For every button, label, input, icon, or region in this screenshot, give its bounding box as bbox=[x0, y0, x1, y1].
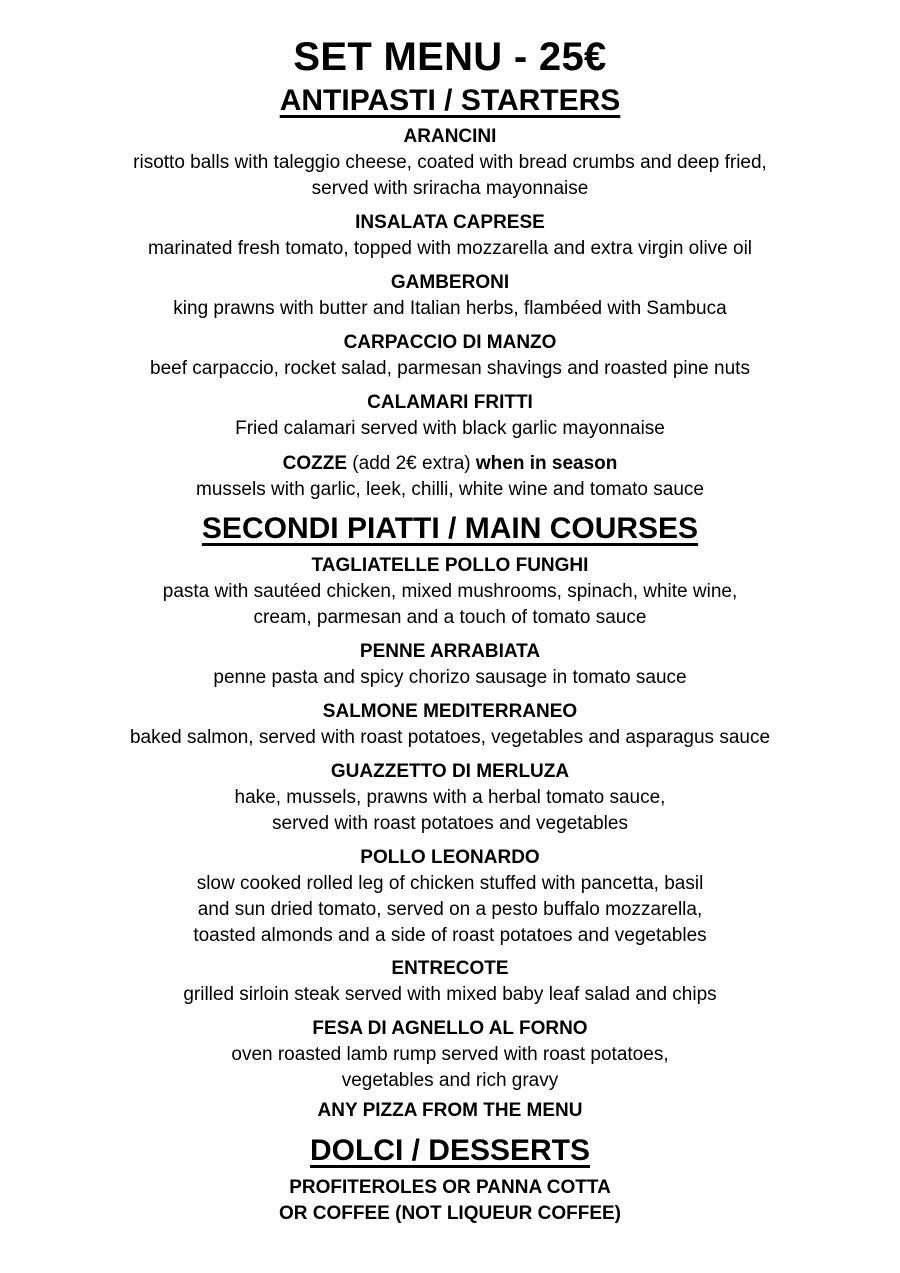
section-heading-starters bbox=[0, 83, 900, 119]
item-description: risotto balls with taleggio cheese, coated with bread crumbs and deep fried, served with sriracha mayonnaise bbox=[133, 152, 767, 199]
menu-item-salmone-mediterraneo bbox=[0, 699, 900, 751]
menu-item-calamari-fritti bbox=[0, 390, 900, 442]
item-description: oven roasted lamb rump served with roast potatoes, vegetables and rich gravy bbox=[231, 1044, 669, 1091]
item-description: hake, mussels, prawns with a herbal tomato sauce, served with roast potatoes and vegetables bbox=[234, 787, 666, 834]
desserts-heading-text: DOLCI / DESSERTS bbox=[309, 1134, 591, 1167]
dessert-line-1: PROFITEROLES OR PANNA COTTA bbox=[289, 1177, 611, 1198]
item-name: GAMBERONI bbox=[390, 272, 510, 293]
item-description: beef carpaccio, rocket salad, parmesan shavings and roasted pine nuts bbox=[150, 358, 750, 379]
menu-item-cozze bbox=[0, 451, 900, 503]
item-name: POLLO LEONARDO bbox=[360, 847, 540, 868]
menu-item-fesa-di-agnello-al-forno bbox=[0, 1016, 900, 1094]
item-description: baked salmon, served with roast potatoes, vegetables and asparagus sauce bbox=[129, 727, 771, 748]
menu-item-arancini bbox=[0, 124, 900, 202]
item-name: PENNE ARRABIATA bbox=[359, 641, 541, 662]
menu-item-insalata-caprese bbox=[0, 210, 900, 262]
item-name bbox=[0, 451, 900, 477]
menu-item-tagliatelle-pollo-funghi bbox=[0, 553, 900, 631]
menu-item-entrecote bbox=[0, 956, 900, 1008]
item-name: CALAMARI FRITTI bbox=[367, 392, 533, 413]
item-name: SALMONE MEDITERRANEO bbox=[322, 701, 578, 722]
item-description: mussels with garlic, leek, chilli, white wine and tomato sauce bbox=[196, 479, 704, 500]
item-name: FESA DI AGNELLO AL FORNO bbox=[312, 1018, 588, 1039]
section-heading-desserts bbox=[0, 1133, 900, 1169]
item-name: CARPACCIO DI MANZO bbox=[343, 332, 557, 353]
item-description: grilled sirloin steak served with mixed baby leaf salad and chips bbox=[183, 984, 717, 1005]
item-description: king prawns with butter and Italian herbs, flambéed with Sambuca bbox=[173, 298, 727, 319]
item-description: pasta with sautéed chicken, mixed mushrooms, spinach, white wine, cream, parmesan and a touch of tomato sauce bbox=[162, 581, 738, 628]
cozze-name: COZZE bbox=[282, 453, 348, 474]
item-description: slow cooked rolled leg of chicken stuffed with pancetta, basil and sun dried tomato, served on a pesto buffalo mozzarella, toasted almonds and a side of roast potatoes and vegetables bbox=[193, 873, 707, 946]
dessert-line-2: OR COFFEE (NOT LIQUEUR COFFEE) bbox=[279, 1203, 621, 1224]
menu-item-carpaccio-di-manzo bbox=[0, 330, 900, 382]
item-description: Fried calamari served with black garlic mayonnaise bbox=[235, 418, 665, 439]
item-name: GUAZZETTO DI MERLUZA bbox=[330, 761, 570, 782]
menu-item-guazzetto-di-merluza bbox=[0, 759, 900, 837]
menu-item-gamberoni bbox=[0, 270, 900, 322]
item-name: ENTRECOTE bbox=[391, 958, 509, 979]
item-name: INSALATA CAPRESE bbox=[355, 212, 545, 233]
cozze-extra-price: (add 2€ extra) bbox=[347, 453, 476, 474]
item-description: penne pasta and spicy chorizo sausage in tomato sauce bbox=[213, 667, 687, 688]
pizza-note: ANY PIZZA FROM THE MENU bbox=[317, 1100, 583, 1121]
starters-heading-text: ANTIPASTI / STARTERS bbox=[279, 84, 621, 117]
item-description: marinated fresh tomato, topped with mozzarella and extra virgin olive oil bbox=[147, 238, 753, 259]
section-heading-mains bbox=[0, 511, 900, 547]
cozze-season-note: when in season bbox=[475, 453, 618, 474]
item-name: TAGLIATELLE POLLO FUNGHI bbox=[311, 555, 589, 576]
page-title: SET MENU - 25€ bbox=[293, 35, 607, 79]
menu-item-penne-arrabiata bbox=[0, 639, 900, 691]
mains-heading-text: SECONDI PIATTI / MAIN COURSES bbox=[201, 512, 699, 545]
item-name: ARANCINI bbox=[403, 126, 497, 147]
menu-item-pollo-leonardo bbox=[0, 845, 900, 949]
